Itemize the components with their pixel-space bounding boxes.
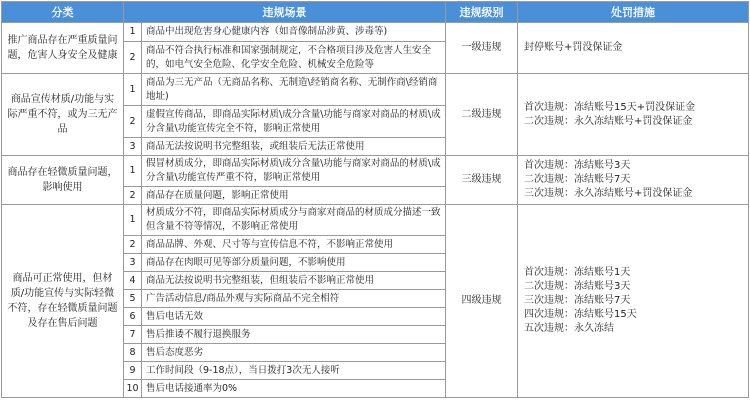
scenario-cell: 商品存在肉眼可见等部分质量问题，不影响使用 (142, 254, 446, 272)
level-cell: 一级违规 (446, 23, 518, 74)
item-number: 2 (124, 236, 142, 254)
item-number: 4 (124, 272, 142, 290)
category-cell: 商品存在轻微质量问题，影响使用 (2, 156, 124, 205)
table-row (2, 74, 749, 106)
level-cell: 四级违规 (446, 205, 518, 398)
penalty-line: 五次违规：永久冻结 (524, 323, 614, 334)
penalty-line: 三次违规：永久冻结账号+罚没保证金 (524, 188, 693, 199)
table-row (2, 156, 749, 187)
scenario-cell: 售后电话无效 (142, 308, 446, 326)
penalty-line: 首次违规：冻结账号1天 (524, 267, 631, 278)
category-cell: 商品宣传材质/功能与实际严重不符，或为三无产品 (2, 74, 124, 156)
penalty-cell (518, 156, 749, 205)
header-penalty: 处罚措施 (518, 2, 749, 23)
level-cell: 二级违规 (446, 74, 518, 156)
item-number: 9 (124, 362, 142, 380)
header-level: 违规级别 (446, 2, 518, 23)
penalty-cell (518, 74, 749, 156)
table-header-row (2, 2, 749, 23)
scenario-cell: 商品为三无产品（无商品名称、无制造\经销商名称、无制作商\经销商地址) (142, 74, 446, 106)
level-cell: 三级违规 (446, 156, 518, 205)
table-row (2, 23, 749, 42)
table-row (2, 205, 749, 236)
item-number: 2 (124, 42, 142, 74)
scenario-cell: 售后电话接通率为0% (142, 380, 446, 398)
penalty-line: 二次违规：永久冻结账号+罚没保证金 (524, 115, 693, 127)
item-number: 8 (124, 344, 142, 362)
penalty-line: 首次违规：冻结账号3天 (524, 160, 631, 171)
item-number: 1 (124, 74, 142, 106)
item-number: 3 (124, 254, 142, 272)
item-number: 1 (124, 205, 142, 236)
violation-table (1, 1, 749, 398)
item-number: 10 (124, 380, 142, 398)
penalty-line: 四次违规：冻结账号15天 (524, 309, 637, 320)
item-number: 5 (124, 290, 142, 308)
scenario-cell: 材质成分不符，即商品实际材质成分与商家对商品的材质成分描述一致但含量不符等情况，不影响正常使用 (142, 205, 446, 236)
scenario-cell: 工作时间段（9-18点），当日拨打3次无人接听 (142, 362, 446, 380)
penalty-line: 三次违规：冻结账号7天 (524, 295, 631, 306)
scenario-cell: 商品中出现危害身心健康内容（如音像制品涉黄、涉毒等) (142, 23, 446, 42)
penalty-line: 封停账号+罚没保证金 (524, 42, 623, 53)
scenario-cell: 广告活动信息/商品外观与实际商品不完全相符 (142, 290, 446, 308)
header-category: 分类 (2, 2, 124, 23)
item-number: 7 (124, 326, 142, 344)
item-number: 1 (124, 23, 142, 42)
item-number: 2 (124, 106, 142, 138)
scenario-cell: 假冒材质成分，即商品实际材质\成分含量\功能与商家对商品的材质\成分含量\功能宣传严重不符，影响正常使用 (142, 156, 446, 187)
scenario-cell: 商品无法按说明书完整组装，或组装后无法正常使用 (142, 138, 446, 156)
category-cell: 商品可正常使用，但材质/功能宣传与实际轻微不符，存在轻微质量问题及存在售后问题 (2, 205, 124, 398)
penalty-line: 二次违规：冻结账号3天 (524, 281, 631, 292)
penalty-line: 二次违规：冻结账号7天 (524, 174, 631, 185)
item-number: 3 (124, 138, 142, 156)
penalty-cell (518, 23, 749, 74)
item-number: 1 (124, 156, 142, 187)
item-number: 6 (124, 308, 142, 326)
scenario-cell: 商品无法按说明书完整组装，但组装后不影响正常使用 (142, 272, 446, 290)
scenario-cell: 售后推诿不履行退换服务 (142, 326, 446, 344)
penalty-line: 首次违规：冻结账号15天+罚没保证金 (524, 101, 696, 113)
scenario-cell: 商品不符合执行标准和国家强制规定，不合格项目涉及危害人生安全的，如电气安全危险、化学安全危险、机械安全危险等 (142, 42, 446, 74)
penalty-cell (518, 205, 749, 398)
scenario-cell: 虚假宣传商品，即商品实际材质\成分含量\功能与商家对商品的材质\成分含量\功能宣传完全不符，影响正常使用 (142, 106, 446, 138)
category-cell: 推广商品存在严重质量问题，危害人身安全及健康 (2, 23, 124, 74)
scenario-cell: 售后态度恶劣 (142, 344, 446, 362)
scenario-cell: 商品存在质量问题，影响正常使用 (142, 187, 446, 205)
header-scenario: 违规场景 (124, 2, 446, 23)
scenario-cell: 商品品牌、外观、尺寸等与宣传信息不符，不影响正常使用 (142, 236, 446, 254)
item-number: 2 (124, 187, 142, 205)
